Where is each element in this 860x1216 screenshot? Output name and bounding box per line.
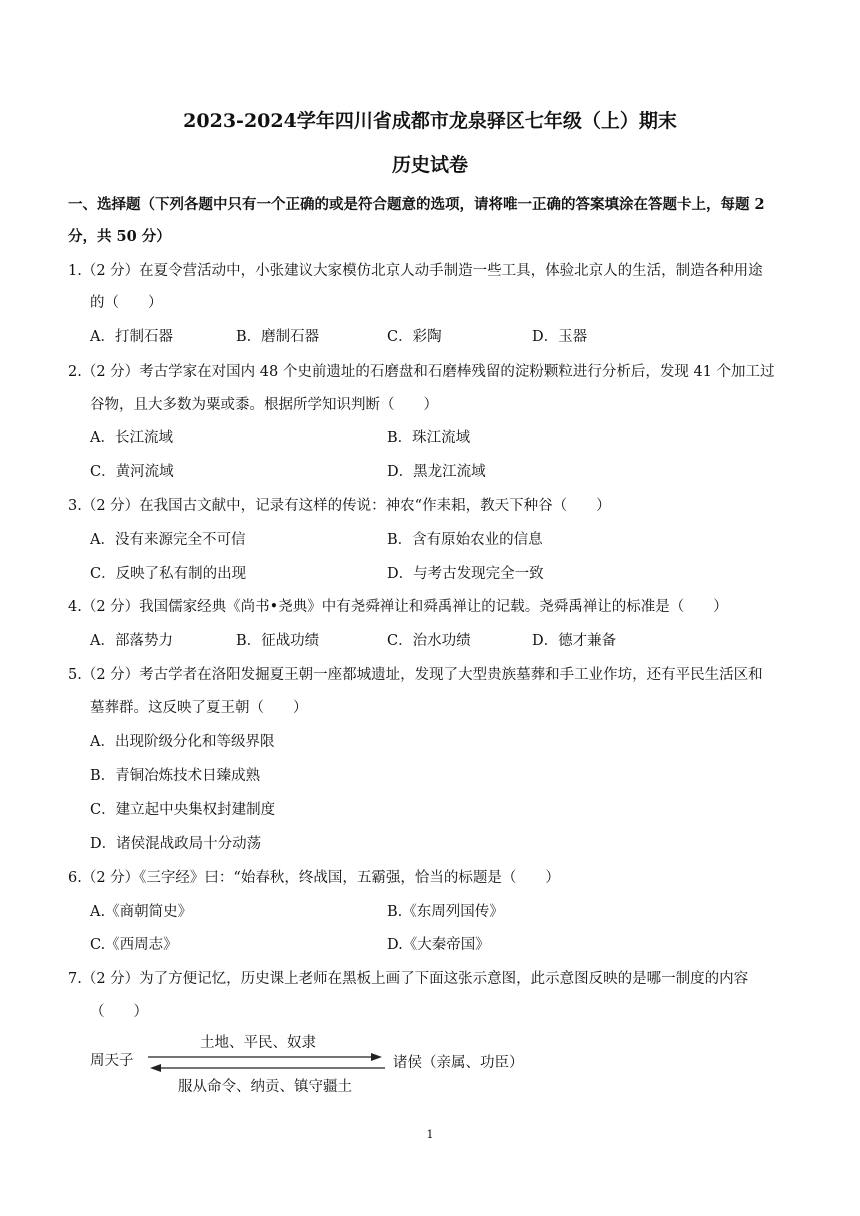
question-3-option-b: B．含有原始农业的信息 bbox=[387, 532, 543, 548]
question-1-option-b: B．磨制石器 bbox=[236, 329, 320, 345]
question-2-option-c: C．黄河流域 bbox=[90, 464, 174, 480]
question-1-stem: 1.（2 分）在夏令营活动中，小张建议大家模仿北京人动手制造一些工具，体验北京人的生活，制造各种用途 bbox=[68, 263, 763, 279]
question-1-stem-cont: 的（ ） bbox=[90, 295, 163, 311]
question-2-option-b: B．珠江流域 bbox=[387, 430, 471, 446]
question-2-option-a: A．长江流域 bbox=[90, 430, 173, 446]
arrow-left bbox=[150, 1064, 385, 1072]
diagram-label-king: 周天子 bbox=[90, 1053, 134, 1069]
diagram-label-vassals: 诸侯（亲属、功臣） bbox=[393, 1055, 524, 1071]
question-4-option-d: D．德才兼备 bbox=[532, 633, 617, 649]
question-3-option-a: A．没有来源完全不可信 bbox=[90, 532, 246, 548]
question-2-stem-cont: 谷物，且大多数为粟或黍。根据所学知识判断（ ） bbox=[90, 397, 438, 413]
question-1-option-d: D．玉器 bbox=[532, 329, 588, 345]
question-2-option-d: D．黑龙江流域 bbox=[387, 464, 486, 480]
diagram-label-granted: 土地、平民、奴隶 bbox=[200, 1035, 316, 1051]
page-number: 1 bbox=[426, 1128, 434, 1141]
question-6-option-a: A.《商朝简史》 bbox=[90, 904, 193, 920]
question-7-stem-cont: （ ） bbox=[90, 1004, 148, 1020]
question-6-stem: 6.（2 分）《三字经》曰：“始春秋，终战国，五霸强，恰当的标题是（ ） bbox=[68, 870, 560, 886]
question-3-option-c: C．反映了私有制的出现 bbox=[90, 566, 247, 582]
question-4-option-c: C．治水功绩 bbox=[387, 633, 471, 649]
question-5-option-b: B．青铜冶炼技术日臻成熟 bbox=[90, 768, 261, 784]
question-2-stem: 2.（2 分）考古学家在对国内 48 个史前遗址的石磨盘和石磨棒残留的淀粉颗粒进行分析后，发现 41 个加工过 bbox=[68, 364, 775, 380]
question-4-option-b: B．征战功绩 bbox=[236, 633, 320, 649]
question-1-option-a: A．打制石器 bbox=[90, 329, 173, 345]
question-1-option-c: C．彩陶 bbox=[387, 329, 442, 345]
question-4-option-a: A．部落势力 bbox=[90, 633, 173, 649]
question-5-stem: 5.（2 分）考古学者在洛阳发掘夏王朝一座都城遗址，发现了大型贵族墓葬和手工业作坊，还有平民生活区和 bbox=[68, 667, 763, 683]
arrow-right bbox=[148, 1053, 382, 1061]
question-6-option-b: B.《东周列国传》 bbox=[387, 904, 504, 920]
question-5-option-a: A．出现阶级分化和等级界限 bbox=[90, 734, 275, 750]
question-7-stem: 7.（2 分）为了方便记忆，历史课上老师在黑板上画了下面这张示意图，此示意图反映的是哪一制度的内容 bbox=[68, 971, 749, 987]
exam-subtitle: 历史试卷 bbox=[391, 154, 468, 176]
question-6-option-c: C.《西周志》 bbox=[90, 937, 178, 953]
exam-title: 2023-2024学年四川省成都市龙泉驿区七年级（上）期末 bbox=[183, 110, 677, 132]
question-5-stem-cont: 墓葬群。这反映了夏王朝（ ） bbox=[90, 700, 308, 716]
question-3-stem: 3.（2 分）在我国古文献中，记录有这样的传说：神农“作耒耜，教天下种谷（ ） bbox=[68, 498, 611, 514]
section-heading-cont: 分，共 50 分） bbox=[68, 228, 171, 245]
question-4-stem: 4.（2 分）我国儒家经典《尚书•尧典》中有尧舜禅让和舜禹禅让的记载。尧舜禹禅让的标准是（ ） bbox=[68, 599, 728, 615]
diagram-label-duties: 服从命令、纳贡、镇守疆土 bbox=[178, 1079, 352, 1095]
question-6-option-d: D.《大秦帝国》 bbox=[387, 937, 490, 953]
question-5-option-c: C．建立起中央集权封建制度 bbox=[90, 802, 276, 818]
question-3-option-d: D．与考古发现完全一致 bbox=[387, 566, 544, 582]
question-5-option-d: D．诸侯混战政局十分动荡 bbox=[90, 836, 262, 852]
section-heading: 一、选择题（下列各题中只有一个正确的或是符合题意的选项，请将唯一正确的答案填涂在答题卡上，每题 2 bbox=[68, 196, 765, 213]
